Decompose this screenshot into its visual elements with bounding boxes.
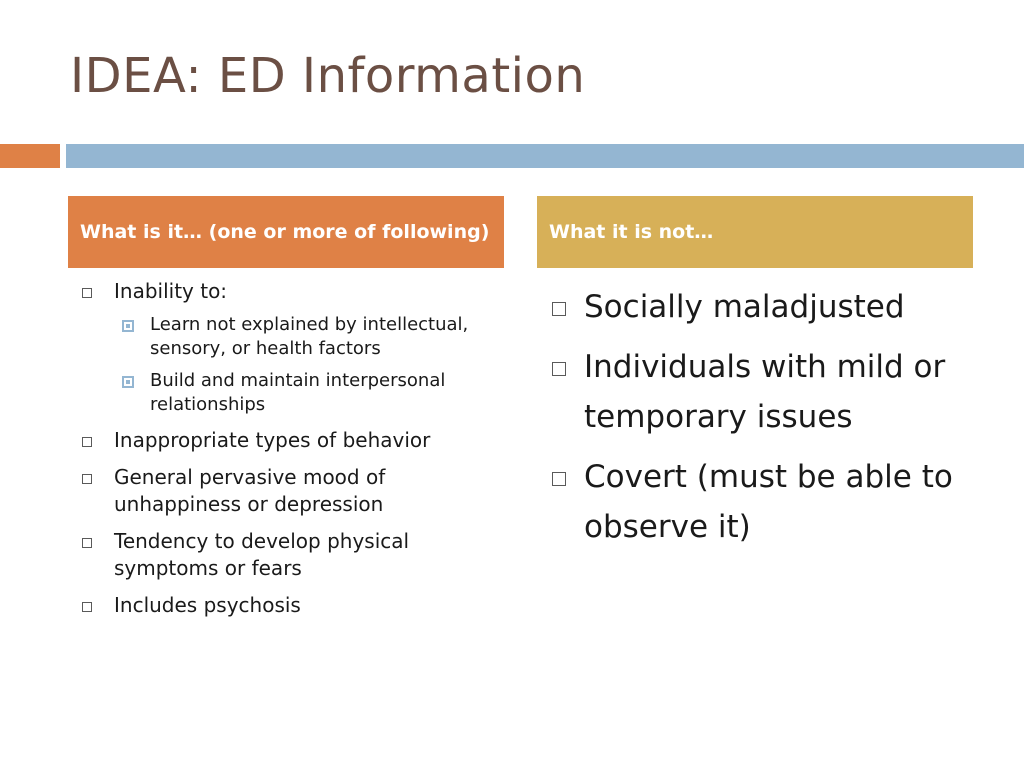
list-item-text: Inappropriate types of behavior xyxy=(114,428,431,452)
left-column-header: What is it… (one or more of following) xyxy=(68,196,504,268)
sub-list-item-text: Learn not explained by intellectual, sensory, or health factors xyxy=(150,314,469,359)
right-column-header: What it is not… xyxy=(537,196,973,268)
list-item xyxy=(80,278,500,417)
right-column xyxy=(550,282,970,562)
sub-list-item-text: Build and maintain interpersonal relationships xyxy=(150,370,446,415)
list-item xyxy=(80,528,500,582)
accent-bar-orange xyxy=(0,144,60,168)
sub-bullet-list xyxy=(114,313,500,417)
list-item-text: Tendency to develop physical symptoms or fears xyxy=(114,529,410,580)
list-item-text: Socially maladjusted xyxy=(584,289,905,325)
accent-bar-blue xyxy=(66,144,1024,168)
list-item xyxy=(550,452,970,552)
list-item xyxy=(550,282,970,332)
sub-list-item xyxy=(114,369,500,417)
list-item-text: Individuals with mild or temporary issues xyxy=(584,349,946,435)
square-bullet-icon xyxy=(82,474,92,484)
left-column xyxy=(80,278,500,629)
list-item xyxy=(80,592,500,619)
square-bullet-icon xyxy=(82,602,92,612)
left-bullet-list xyxy=(80,278,500,619)
list-item-text: Inability to: xyxy=(114,279,228,303)
square-bullet-icon xyxy=(82,437,92,447)
filled-square-bullet-icon xyxy=(122,376,134,388)
right-bullet-list xyxy=(550,282,970,552)
list-item-text: Includes psychosis xyxy=(114,593,301,617)
square-bullet-icon xyxy=(552,472,566,486)
sub-list-item xyxy=(114,313,500,361)
list-item-text: General pervasive mood of unhappiness or depression xyxy=(114,465,386,516)
square-bullet-icon xyxy=(82,538,92,548)
list-item-text: Covert (must be able to observe it) xyxy=(584,459,953,545)
slide-title: IDEA: ED Information xyxy=(70,48,586,104)
square-bullet-icon xyxy=(552,362,566,376)
list-item xyxy=(80,427,500,454)
filled-square-bullet-icon xyxy=(122,320,134,332)
square-bullet-icon xyxy=(552,302,566,316)
list-item xyxy=(550,342,970,442)
square-bullet-icon xyxy=(82,288,92,298)
list-item xyxy=(80,464,500,518)
